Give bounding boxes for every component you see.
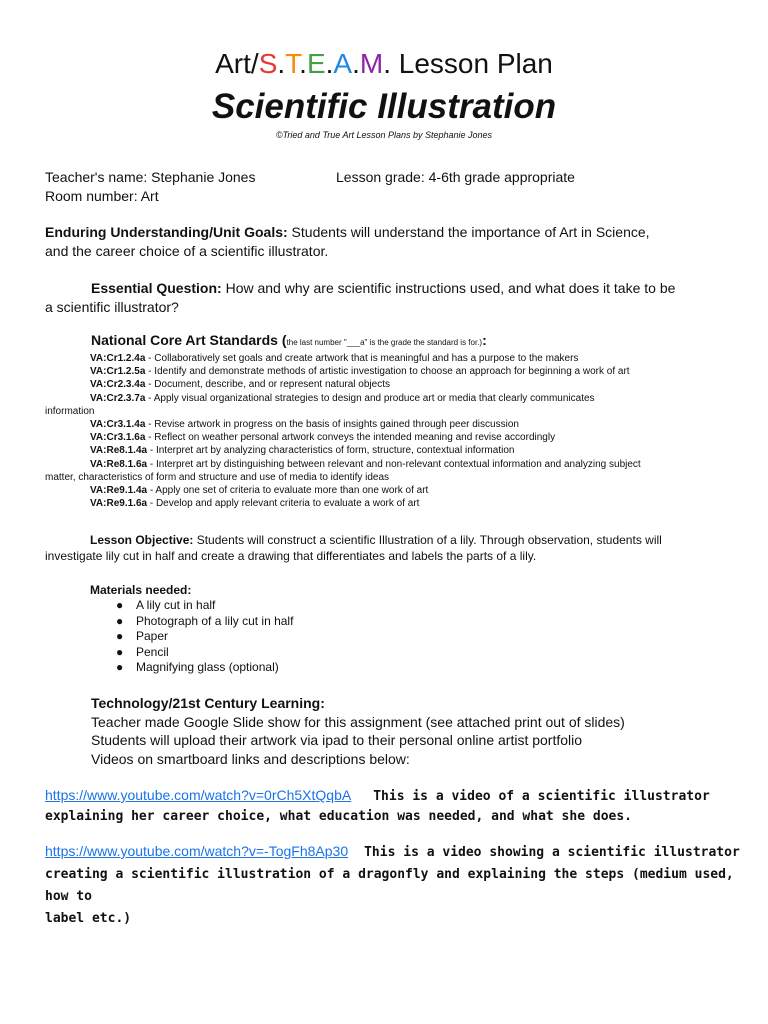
standard-code: VA:Re9.1.4a	[90, 485, 148, 497]
standard-item	[45, 431, 745, 444]
material-label: Paper	[136, 629, 169, 644]
essential-text-1: How and why are scientific instructions used, and what does it take to be	[221, 280, 676, 296]
video-desc-1a: This is a video of a scientific illustrator	[373, 789, 710, 804]
standards-note: the last number "___a" is the grade the standard is for.)	[286, 338, 483, 347]
materials-list	[116, 598, 294, 676]
bullet-icon: ●	[116, 629, 124, 644]
room-number: Room number: Art	[45, 188, 159, 204]
steam-letter: M	[359, 48, 384, 79]
video-link-1[interactable]: https://www.youtube.com/watch?v=0rCh5XtQqbA	[45, 787, 352, 803]
enduring-text-1: Students will understand the importance of Art in Science,	[287, 224, 650, 240]
steam-acronym	[259, 48, 391, 79]
steam-letter: A	[333, 48, 353, 79]
standard-item	[45, 352, 745, 365]
standard-item	[45, 497, 745, 510]
steam-letter: E	[306, 48, 326, 79]
material-label: Magnifying glass (optional)	[136, 660, 279, 675]
standards-heading	[91, 331, 487, 352]
standard-text: - Develop and apply relevant criteria to evaluate a work of art	[147, 498, 420, 510]
standard-item	[45, 392, 745, 405]
enduring-label: Enduring Understanding/Unit Goals:	[45, 224, 288, 240]
technology-line-2: Students will upload their artwork via ipad to their personal online artist portfolio	[91, 732, 583, 748]
objective-label: Lesson Objective:	[90, 533, 194, 547]
video-desc-1b: explaining her career choice, what education was needed, and what she does.	[45, 809, 632, 824]
standard-code: VA:Cr2.3.4a	[90, 379, 146, 391]
document-title	[0, 47, 768, 81]
standard-text: - Document, describe, and or represent natural objects	[145, 379, 390, 391]
document-subtitle: Scientific Illustration	[211, 87, 557, 126]
standard-code: VA:Re8.1.4a	[90, 445, 148, 457]
steam-letter: .	[352, 48, 360, 79]
standard-text: - Apply one set of criteria to evaluate more than one work of art	[147, 485, 429, 497]
video-desc-2a: This is a video showing a scientific illustrator	[364, 845, 740, 860]
standard-item	[45, 418, 745, 431]
title-suffix: Lesson Plan	[390, 48, 553, 79]
standard-text: - Apply visual organizational strategies to design and produce art or media that clearly communicates	[145, 392, 595, 404]
enduring-text-2: and the career choice of a scientific illustrator.	[45, 242, 329, 259]
standards-label: National Core Art Standards (	[91, 332, 287, 348]
video-desc-2b: creating a scientific illustration of a dragonfly and explaining the steps (medium used, how to	[45, 867, 734, 904]
technology-section	[91, 694, 751, 768]
material-label: A lily cut in half	[136, 598, 216, 612]
standard-code: VA:Re8.1.6a	[90, 458, 148, 470]
technology-line-1: Teacher made Google Slide show for this assignment (see attached print out of slides)	[91, 713, 625, 730]
standard-text-continued: matter, characteristics of form and structure and use of media to identify ideas	[45, 471, 390, 483]
material-label: Pencil	[136, 644, 169, 659]
bullet-icon: ●	[116, 644, 124, 659]
bullet-icon: ●	[116, 598, 124, 612]
standard-item	[45, 365, 745, 378]
video-2	[45, 841, 745, 929]
technology-label: Technology/21st Century Learning:	[91, 695, 325, 711]
standards-list	[45, 352, 745, 510]
standard-text: - Interpret art by analyzing characteristics of form, structure, contextual information	[147, 445, 515, 457]
bullet-icon: ●	[116, 613, 124, 628]
standard-text: - Reflect on weather personal artwork conveys the intended meaning and revise accordingly	[145, 432, 556, 444]
essential-question	[45, 279, 745, 316]
standards-close: :	[482, 332, 487, 348]
standard-item	[45, 458, 745, 471]
essential-text-2: a scientific illustrator?	[45, 298, 179, 315]
objective-text-1: Students will construct a scientific Illustration of a lily. Through observation, students will	[193, 533, 662, 547]
lesson-grade: Lesson grade: 4-6th grade appropriate	[336, 169, 575, 185]
materials-label: Materials needed:	[90, 583, 192, 597]
bullet-icon: ●	[116, 660, 124, 675]
title-prefix: Art/	[215, 48, 259, 79]
standard-item	[45, 378, 745, 391]
standard-text: - Collaboratively set goals and create artwork that is meaningful and has a purpose to the makers	[145, 353, 579, 364]
materials-heading	[90, 583, 191, 599]
standard-code: VA:Cr2.3.7a	[90, 392, 146, 404]
steam-letter: T	[285, 48, 300, 79]
teacher-name: Teacher's name: Stephanie Jones	[45, 169, 256, 185]
lesson-objective	[45, 533, 745, 564]
standard-code: VA:Cr1.2.5a	[90, 366, 146, 378]
material-item	[116, 629, 293, 645]
steam-letter: .	[325, 48, 334, 79]
standard-code: VA:Cr3.1.6a	[90, 432, 146, 444]
credit-line: ©Tried and True Art Lesson Plans by Stephanie Jones	[275, 130, 493, 140]
essential-label: Essential Question:	[91, 280, 222, 296]
standard-code: VA:Cr1.2.4a	[90, 353, 146, 364]
standard-code: VA:Re9.1.6a	[90, 498, 148, 510]
material-item	[116, 644, 293, 661]
standard-text: - Interpret art by distinguishing between relevant and non-relevant contextual information and analyzing subject	[147, 458, 641, 470]
material-item	[116, 598, 293, 614]
video-link-2[interactable]: https://www.youtube.com/watch?v=-TogFh8Ap30	[45, 843, 349, 859]
steam-letter: S	[258, 48, 278, 79]
standard-item	[45, 484, 745, 497]
standard-text-continued: information	[45, 405, 95, 417]
steam-letter: .	[383, 48, 391, 79]
standard-item	[45, 444, 745, 457]
technology-line-3: Videos on smartboard links and descriptions below:	[91, 750, 410, 767]
objective-text-2: investigate lily cut in half and create a drawing that differentiates and labels the parts of a lily.	[45, 548, 537, 563]
video-1	[45, 786, 745, 826]
steam-letter: .	[299, 48, 307, 79]
standard-text: - Identify and demonstrate methods of artistic investigation to choose an approach for beginning a work of art	[145, 366, 630, 378]
material-item	[116, 660, 293, 676]
enduring-understanding	[45, 223, 745, 260]
material-item	[116, 613, 294, 630]
steam-letter: .	[277, 48, 286, 79]
standard-text: - Revise artwork in progress on the basis of insights gained through peer discussion	[145, 419, 519, 431]
standard-code: VA:Cr3.1.4a	[90, 419, 146, 431]
material-label: Photograph of a lily cut in half	[136, 613, 294, 628]
video-desc-2c: label etc.)	[45, 911, 132, 926]
